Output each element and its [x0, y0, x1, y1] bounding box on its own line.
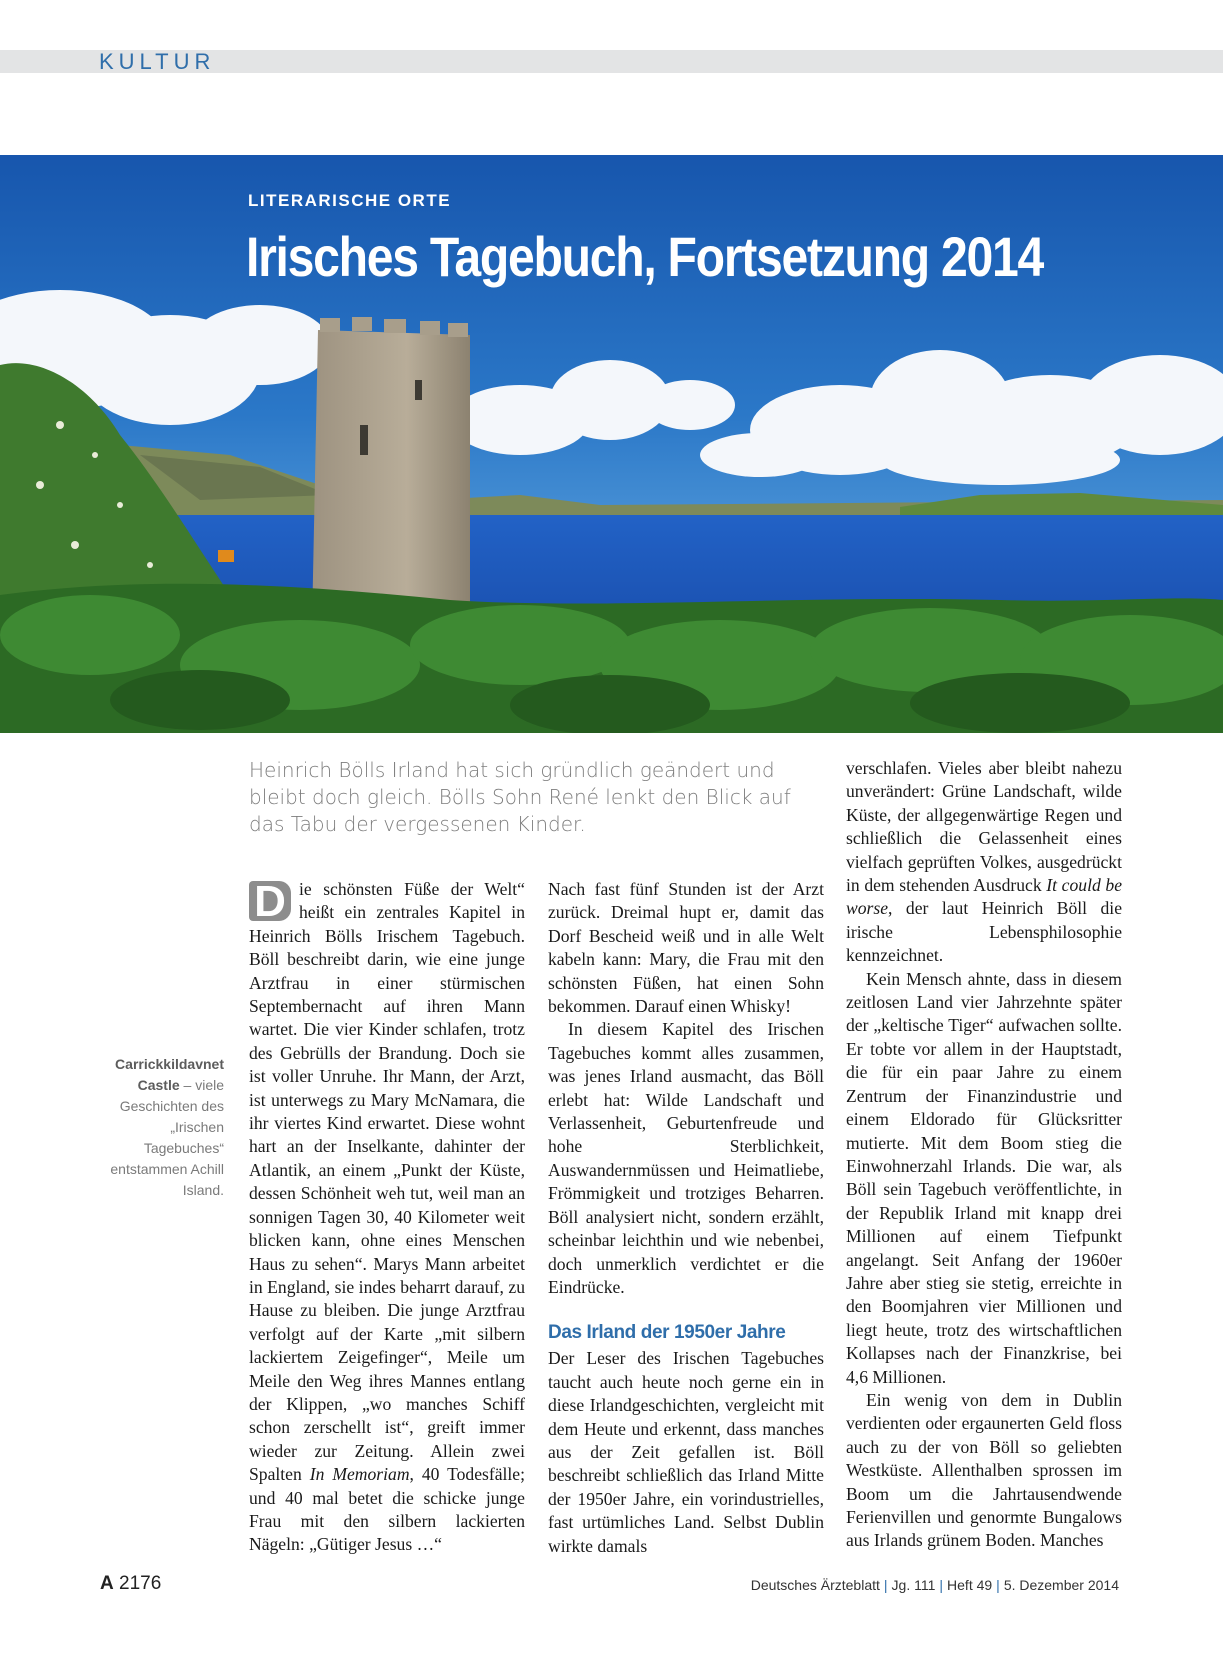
journal-footer — [751, 1577, 1119, 1593]
hero-kicker: LITERARISCHE ORTE — [248, 191, 452, 210]
paragraph-emphasis: In Memoriam — [309, 1464, 410, 1485]
paragraph: In diesem Kapitel des Irischen Tagebuches kommt alles zusammen, was jenes Irland ausmacht, das Böll erlebt hat: Wilde Landschaft und Verlassenheit, Geburtenfreude und hohe Sterblichkeit, Auswandernmüssen und Heimatliebe, Frömmigkeit und trotziges Beharren. Böll analysiert nicht, sondern erzählt, scheinbar leichthin und wie nebenbei, doch unmerklich verdichtet er die Eindrücke. — [548, 1019, 824, 1297]
caption-text: – viele Geschichten des „Irischen Tagebuches“ entstammen Achill Island. — [110, 1077, 224, 1198]
article-title: Irisches Tagebuch, Fortsetzung 2014 — [246, 225, 1043, 288]
journal-issue: Heft 49 — [947, 1577, 993, 1593]
paragraph — [846, 757, 1122, 968]
article-lead: Heinrich Bölls Irland hat sich gründlich geändert und bleibt doch gleich. Bölls Sohn René lenkt den Blick auf das Tabu der vergessenen Kinder. — [249, 758, 791, 836]
divider: | — [883, 1577, 888, 1593]
journal-name: Deutsches Ärzteblatt — [750, 1577, 880, 1593]
page-number-value: 2176 — [119, 1573, 162, 1594]
article-column-3 — [846, 757, 1122, 1553]
paragraph-text: ie schönsten Füße der Welt“ heißt ein zentrales Kapitel in Heinrich Bölls Irischem Tagebuch. Böll beschreibt darin, wie eine junge Arztfrau in einer stürmischen Septembernacht auf ihren Mann wartet. Die vier Kinder schlafen, trotz des Gebrülls der Brandung. Doch sie ist voller Unruhe. Ihr Mann, der Arzt, ist unterwegs zu Mary McNamara, die ihr viertes Kind erwartet. Diese wohnt hart an der Inselkante, dahinter der Atlantik, an einem „Punkt der Küste, dessen Schönheit weh tut, weil man an sonnigen Tagen 30, 40 Kilometer weit blicken kann, ohne eines Menschen Haus zu sehen“. Marys Mann arbeitet in England, sie indes beharrt darauf, zu Hause zu bleiben. Die junge Arztfrau verfolgt auf der Karte „mit silbern lackiertem Zeigefinger“, Meile um Meile den Weg ihres Mannes entlang der Klippen, „wo manches Schiff schon zerschellt ist“, greift immer wieder zur Zeitung. Allein zwei Spalten — [249, 879, 525, 1485]
paragraph-text: verschlafen. Vieles aber bleibt nahezu unverändert: Grüne Landschaft, wilde Küste, der allgegenwärtige Regen und schließlich die Gelassenheit eines vielfach geprüften Volkes, ausgedrückt in dem stehenden Ausdruck — [846, 758, 1122, 896]
divider: | — [939, 1577, 944, 1593]
caption-bold: Carrickkildavnet Castle — [115, 1056, 224, 1093]
page-prefix: A — [100, 1573, 114, 1594]
paragraph: Der Leser des Irischen Tagebuches taucht auch heute noch gerne ein in diese Irlandgeschichten, vergleicht mit dem Heute und erkennt, dass manches aus der Zeit gefallen ist. Böll beschreibt schließlich das Irland Mitte der 1950er Jahre, ein vorindustrielles, fast urtümliches Land. Selbst Dublin wirkte damals — [548, 1348, 824, 1556]
section-label: KULTUR — [99, 49, 216, 74]
divider: | — [996, 1577, 1000, 1593]
paragraph-emphasis: It could be worse — [846, 875, 1122, 919]
article-column-2 — [548, 878, 824, 1558]
paragraph-text: , der laut Heinrich Böll die irische Lebensphilosophie kennzeichnet. — [846, 898, 1122, 966]
paragraph: Kein Mensch ahnte, dass in diesem zeitlosen Land vier Jahrzehnte später der „keltische Tiger“ aufwachen sollte. Er tobte vor allem in der Hauptstadt, die für ein paar Jahre zu einem Zentrum der Finanzindustrie und einem Eldorado für Glücksritter mutierte. Mit dem Boom stieg die Einwohnerzahl Irlands. Die war, als Böll sein Tagebuch veröffentlichte, in der Republik Irland mit knapp drei Millionen auf einem Tiefpunkt angelangt. Seit Anfang der 1960er Jahre aber stieg sie stetig, erreichte in den Boomjahren vier Millionen und liegt heute, trotz des wirtschaftlichen Kollapses nach der Finanzkrise, bei 4,6 Millionen. — [846, 968, 1122, 1387]
paragraph: Nach fast fünf Stunden ist der Arzt zurück. Dreimal hupt er, damit das Dorf Bescheid weiß und in alle Welt kabeln kann: Mary, die Frau mit den schönsten Füßen, hat einen Sohn bekommen. Darauf einen Whisky! — [548, 879, 824, 1017]
image-caption — [100, 1054, 224, 1201]
journal-volume: Jg. 111 — [891, 1577, 936, 1593]
subheading: Das Irland der 1950er Jahre — [548, 1322, 786, 1344]
journal-date: 5. Dezember 2014 — [1003, 1577, 1119, 1593]
paragraph — [249, 878, 525, 1557]
page-number — [100, 1573, 161, 1595]
drop-cap: D — [249, 881, 291, 921]
paragraph-text: , 40 Todesfälle; und 40 mal betet die schicke junge Frau mit den silbern lackierten Nägeln: „Gütiger Jesus …“ — [249, 1464, 525, 1555]
paragraph: Ein wenig von dem in Dublin verdienten oder ergaunerten Geld floss auch zu der von Böll so geliebten Westküste. Allenthalben sprossen im Boom um die Jahrtausendwende Ferienvillen und genormte Bungalows aus Irlands grünem Boden. Manches — [846, 1389, 1122, 1551]
article-column-1 — [249, 878, 525, 1557]
